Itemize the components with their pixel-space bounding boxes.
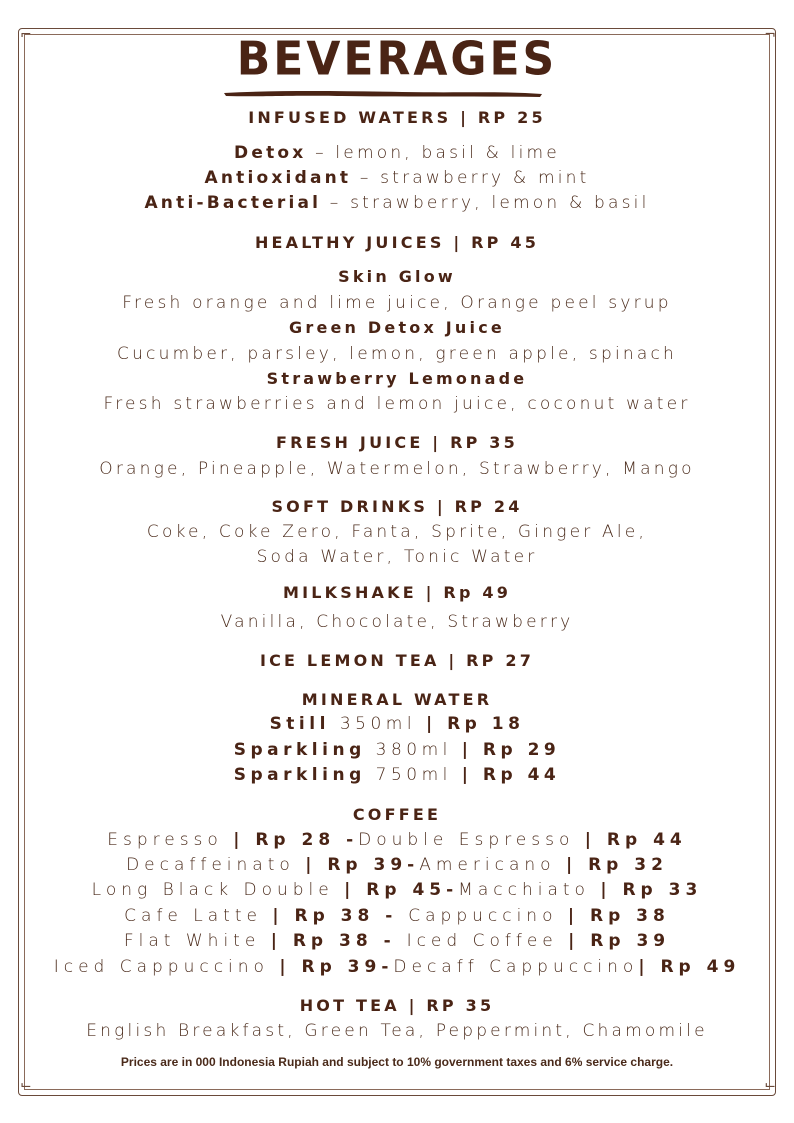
coffee-price: | Rp 28 - — [233, 830, 359, 850]
item-desc: Cucumber, parsley, lemon, green apple, spinach — [117, 344, 677, 364]
coffee-item: Long Black Double — [91, 880, 345, 900]
coffee-price: | Rp 45- — [344, 880, 459, 900]
corner-ornament-icon: ⌙ — [20, 1077, 32, 1093]
list-item: Sparkling 750ml | Rp 44 — [233, 765, 561, 785]
coffee-price: | Rp 38 - — [272, 906, 409, 926]
section-heading-mineral: MINERAL WATER — [301, 690, 493, 709]
coffee-price: | Rp 33 — [600, 880, 703, 900]
item-desc: Soda Water, Tonic Water — [256, 547, 538, 567]
item-desc: Fresh strawberries and lemon juice, coconut water — [103, 394, 691, 414]
coffee-item: Americano — [419, 855, 566, 875]
coffee-item: Decaff Cappuccino — [393, 957, 639, 977]
page-title: BEVERAGES — [236, 32, 558, 87]
list-item: Still 350ml | Rp 18 — [269, 714, 525, 734]
coffee-price: | Rp 38 — [567, 906, 670, 926]
coffee-item: Cappuccino — [408, 906, 568, 926]
item-desc: Orange, Pineapple, Watermelon, Strawberry, Mango — [99, 459, 695, 479]
list-item: Anti-Bacterial – strawberry, lemon & basil — [144, 193, 650, 213]
list-item: Sparkling 380ml | Rp 29 — [233, 740, 561, 760]
coffee-row — [0, 906, 794, 926]
list-item: Antioxidant – strawberry & mint — [204, 168, 590, 188]
corner-ornament-icon: ⌙ — [764, 1077, 776, 1093]
coffee-price: | Rp 38 - — [270, 931, 407, 951]
price-note: Prices are in 000 Indonesia Rupiah and subject to 10% government taxes and 6% service charge. — [120, 1055, 674, 1069]
coffee-row — [0, 880, 794, 900]
item-desc: Vanilla, Chocolate, Strawberry — [220, 612, 574, 632]
coffee-price: | Rp 39- — [305, 855, 420, 875]
coffee-row — [0, 855, 794, 875]
coffee-item: Iced Coffee — [406, 931, 569, 951]
brush-underline-icon — [222, 88, 544, 100]
item-desc: English Breakfast, Green Tea, Peppermint, Chamomile — [86, 1021, 708, 1041]
section-heading-icetea: ICE LEMON TEA | RP 27 — [259, 651, 535, 670]
corner-ornament-icon: ¬ — [764, 27, 776, 43]
section-heading-coffee: COFFEE — [352, 805, 442, 824]
item-name: Strawberry Lemonade — [266, 369, 528, 388]
section-heading-fresh: FRESH JUICE | RP 35 — [276, 433, 518, 452]
coffee-price: | Rp 39 — [568, 931, 671, 951]
coffee-item: Macchiato — [458, 880, 601, 900]
section-heading-infused: INFUSED WATERS | RP 25 — [248, 108, 546, 127]
coffee-row — [0, 957, 794, 977]
coffee-price: | Rp 32 — [565, 855, 668, 875]
item-name: Skin Glow — [338, 267, 456, 286]
section-heading-juices: HEALTHY JUICES | RP 45 — [254, 233, 540, 252]
item-name: Green Detox Juice — [289, 318, 505, 337]
coffee-item: Decaffeinato — [126, 855, 306, 875]
corner-ornament-icon: ⌐ — [20, 27, 32, 43]
coffee-item: Espresso — [107, 830, 234, 850]
section-heading-hottea: HOT TEA | RP 35 — [299, 996, 495, 1015]
coffee-row — [0, 830, 794, 850]
coffee-row — [0, 931, 794, 951]
coffee-price: | Rp 39- — [279, 957, 394, 977]
coffee-price: | Rp 44 — [584, 830, 687, 850]
coffee-item: Double Espresso — [358, 830, 585, 850]
list-item: Detox – lemon, basil & lime — [234, 143, 560, 163]
coffee-item: Iced Cappuccino — [53, 957, 280, 977]
coffee-price: | Rp 49 — [638, 957, 741, 977]
item-desc: Fresh orange and lime juice, Orange peel syrup — [122, 293, 672, 313]
coffee-item: Flat White — [123, 931, 271, 951]
section-heading-soft: SOFT DRINKS | RP 24 — [271, 497, 523, 516]
coffee-item: Cafe Latte — [124, 906, 273, 926]
item-desc: Coke, Coke Zero, Fanta, Sprite, Ginger Ale, — [146, 522, 648, 542]
section-heading-milkshake: MILKSHAKE | Rp 49 — [282, 583, 512, 602]
